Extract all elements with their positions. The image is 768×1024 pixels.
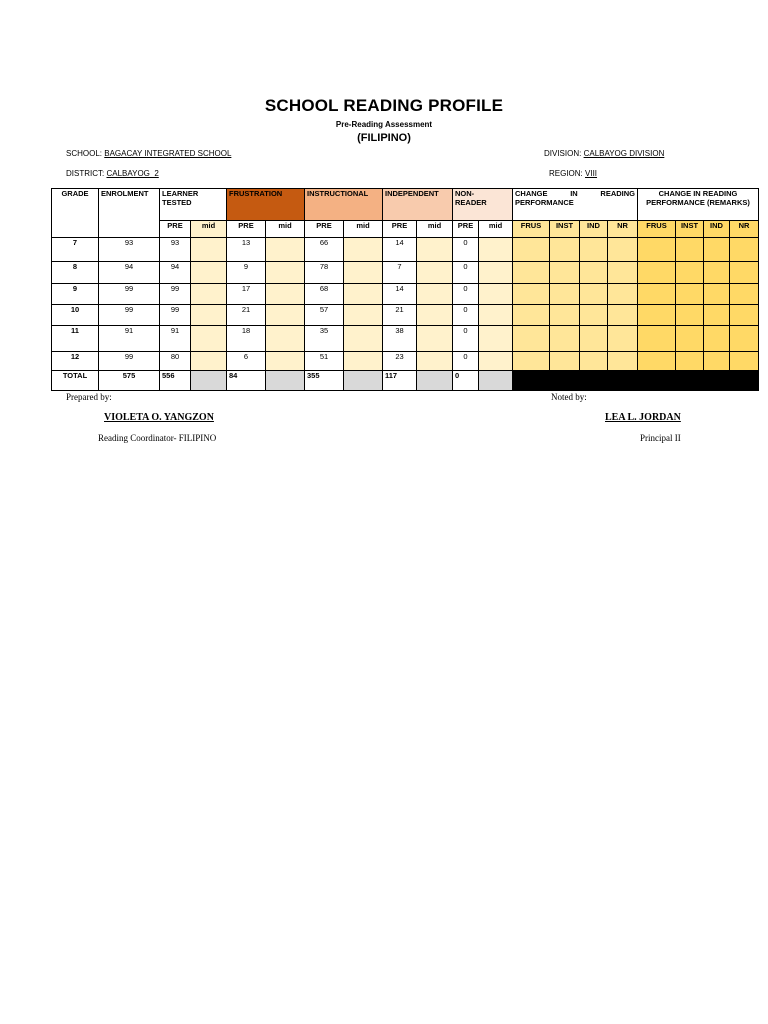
change-cell bbox=[550, 326, 580, 352]
total-mid-cell bbox=[479, 371, 513, 391]
grade-cell: 12 bbox=[52, 352, 99, 371]
sub-inst-pre: PRE bbox=[305, 221, 344, 238]
remarks-cell bbox=[676, 284, 704, 305]
frus-cell: 9 bbox=[227, 262, 266, 284]
table-row bbox=[52, 326, 759, 352]
remarks-cell bbox=[730, 352, 759, 371]
page-title: SCHOOL READING PROFILE bbox=[264, 96, 504, 115]
change-cell bbox=[608, 352, 638, 371]
remarks-cell bbox=[730, 238, 759, 262]
total-row bbox=[52, 371, 759, 391]
header-enrolment: ENROLMENT bbox=[99, 189, 160, 238]
grade-cell: 9 bbox=[52, 284, 99, 305]
sub-change-nr: NR bbox=[608, 221, 638, 238]
mid-cell bbox=[191, 326, 227, 352]
header-change: CHANGE IN READING PERFORMANCE bbox=[513, 189, 638, 221]
change-cell bbox=[608, 238, 638, 262]
remarks-cell bbox=[704, 326, 730, 352]
remarks-cell bbox=[730, 262, 759, 284]
total-frus: 84 bbox=[227, 371, 266, 391]
nr-cell: 0 bbox=[453, 352, 479, 371]
region-field bbox=[549, 169, 597, 178]
mid-cell bbox=[479, 262, 513, 284]
noter-name: LEA L. JORDAN bbox=[605, 412, 681, 423]
remarks-cell bbox=[638, 262, 676, 284]
noted-by-label: Noted by: bbox=[551, 392, 587, 402]
change-cell bbox=[513, 284, 550, 305]
sub-nr-pre: PRE bbox=[453, 221, 479, 238]
header-learner-tested: LEARNER TESTED bbox=[160, 189, 227, 221]
header-change-remarks: CHANGE IN READING PERFORMANCE (REMARKS) bbox=[638, 189, 759, 221]
total-blackout bbox=[513, 371, 759, 391]
sub-remarks-inst: INST bbox=[676, 221, 704, 238]
noter-title: Principal II bbox=[640, 433, 681, 443]
remarks-cell bbox=[730, 326, 759, 352]
mid-cell bbox=[344, 262, 383, 284]
tested-cell: 99 bbox=[160, 305, 191, 326]
frus-cell: 18 bbox=[227, 326, 266, 352]
grade-cell: 11 bbox=[52, 326, 99, 352]
remarks-cell bbox=[730, 305, 759, 326]
nr-cell: 0 bbox=[453, 284, 479, 305]
tested-cell: 94 bbox=[160, 262, 191, 284]
remarks-cell bbox=[704, 352, 730, 371]
change-cell bbox=[550, 284, 580, 305]
remarks-cell bbox=[676, 238, 704, 262]
sub-tested-pre: PRE bbox=[160, 221, 191, 238]
tested-cell: 91 bbox=[160, 326, 191, 352]
change-cell bbox=[580, 262, 608, 284]
region-value: VIII bbox=[585, 169, 598, 178]
total-inst: 355 bbox=[305, 371, 344, 391]
change-cell bbox=[513, 352, 550, 371]
nr-cell: 0 bbox=[453, 305, 479, 326]
division-value: CALBAYOG DIVISION bbox=[583, 149, 665, 158]
mid-cell bbox=[344, 284, 383, 305]
change-cell bbox=[580, 305, 608, 326]
mid-cell bbox=[266, 238, 305, 262]
district-value: CALBAYOG 2 bbox=[106, 169, 159, 178]
total-mid-cell bbox=[417, 371, 453, 391]
nr-cell: 0 bbox=[453, 238, 479, 262]
header-grade: GRADE bbox=[52, 189, 99, 238]
ind-cell: 7 bbox=[383, 262, 417, 284]
mid-cell bbox=[266, 352, 305, 371]
change-cell bbox=[550, 352, 580, 371]
mid-cell bbox=[344, 352, 383, 371]
change-cell bbox=[608, 305, 638, 326]
mid-cell bbox=[266, 305, 305, 326]
mid-cell bbox=[417, 284, 453, 305]
remarks-cell bbox=[638, 326, 676, 352]
remarks-cell bbox=[638, 305, 676, 326]
frus-cell: 17 bbox=[227, 284, 266, 305]
sub-change-frus: FRUS bbox=[513, 221, 550, 238]
remarks-cell bbox=[704, 284, 730, 305]
total-nr: 0 bbox=[453, 371, 479, 391]
table-row bbox=[52, 352, 759, 371]
mid-cell bbox=[479, 238, 513, 262]
mid-cell bbox=[191, 305, 227, 326]
enrolment-cell: 99 bbox=[99, 284, 160, 305]
sub-change-inst: INST bbox=[550, 221, 580, 238]
change-cell bbox=[608, 284, 638, 305]
sub-inst-mid: mid bbox=[344, 221, 383, 238]
school-field bbox=[66, 149, 231, 158]
mid-cell bbox=[191, 352, 227, 371]
grade-cell: 7 bbox=[52, 238, 99, 262]
ind-cell: 23 bbox=[383, 352, 417, 371]
total-mid-cell bbox=[344, 371, 383, 391]
nr-cell: 0 bbox=[453, 262, 479, 284]
mid-cell bbox=[344, 326, 383, 352]
subject-label: (FILIPINO) bbox=[357, 132, 411, 144]
preparer-name: VIOLETA O. YANGZON bbox=[104, 412, 214, 423]
table-row bbox=[52, 262, 759, 284]
mid-cell bbox=[479, 352, 513, 371]
sub-frus-pre: PRE bbox=[227, 221, 266, 238]
remarks-cell bbox=[730, 284, 759, 305]
mid-cell bbox=[191, 284, 227, 305]
mid-cell bbox=[417, 326, 453, 352]
mid-cell bbox=[479, 284, 513, 305]
change-cell bbox=[513, 305, 550, 326]
mid-cell bbox=[417, 305, 453, 326]
grade-cell: 10 bbox=[52, 305, 99, 326]
mid-cell bbox=[417, 262, 453, 284]
total-mid-cell bbox=[191, 371, 227, 391]
ind-cell: 21 bbox=[383, 305, 417, 326]
header-frustration: FRUSTRATION bbox=[227, 189, 305, 221]
ind-cell: 14 bbox=[383, 284, 417, 305]
remarks-cell bbox=[638, 238, 676, 262]
page-subtitle: Pre-Reading Assessment bbox=[335, 120, 433, 129]
change-cell bbox=[580, 352, 608, 371]
inst-cell: 35 bbox=[305, 326, 344, 352]
reading-profile-table bbox=[51, 188, 759, 391]
district-field bbox=[66, 169, 159, 178]
mid-cell bbox=[479, 326, 513, 352]
grade-cell: 8 bbox=[52, 262, 99, 284]
remarks-cell bbox=[676, 262, 704, 284]
remarks-cell bbox=[704, 305, 730, 326]
inst-cell: 51 bbox=[305, 352, 344, 371]
mid-cell bbox=[417, 238, 453, 262]
tested-cell: 93 bbox=[160, 238, 191, 262]
tested-cell: 99 bbox=[160, 284, 191, 305]
total-ind: 117 bbox=[383, 371, 417, 391]
change-cell bbox=[608, 326, 638, 352]
sub-remarks-ind: IND bbox=[704, 221, 730, 238]
remarks-cell bbox=[704, 238, 730, 262]
remarks-cell bbox=[704, 262, 730, 284]
ind-cell: 14 bbox=[383, 238, 417, 262]
mid-cell bbox=[266, 326, 305, 352]
inst-cell: 68 bbox=[305, 284, 344, 305]
remarks-cell bbox=[676, 326, 704, 352]
change-cell bbox=[580, 284, 608, 305]
mid-cell bbox=[266, 284, 305, 305]
inst-cell: 57 bbox=[305, 305, 344, 326]
change-cell bbox=[550, 238, 580, 262]
enrolment-cell: 93 bbox=[99, 238, 160, 262]
sub-remarks-frus: FRUS bbox=[638, 221, 676, 238]
sub-ind-mid: mid bbox=[417, 221, 453, 238]
total-label: TOTAL bbox=[52, 371, 99, 391]
division-field bbox=[544, 149, 664, 158]
school-value: BAGACAY INTEGRATED SCHOOL bbox=[104, 149, 232, 158]
total-enrolment: 575 bbox=[99, 371, 160, 391]
mid-cell bbox=[344, 238, 383, 262]
frus-cell: 6 bbox=[227, 352, 266, 371]
sub-tested-mid: mid bbox=[191, 221, 227, 238]
change-cell bbox=[513, 262, 550, 284]
sub-frus-mid: mid bbox=[266, 221, 305, 238]
division-label: DIVISION: bbox=[544, 149, 582, 158]
change-cell bbox=[513, 326, 550, 352]
ind-cell: 38 bbox=[383, 326, 417, 352]
change-cell bbox=[550, 262, 580, 284]
inst-cell: 66 bbox=[305, 238, 344, 262]
total-tested: 556 bbox=[160, 371, 191, 391]
remarks-cell bbox=[638, 284, 676, 305]
tested-cell: 80 bbox=[160, 352, 191, 371]
enrolment-cell: 94 bbox=[99, 262, 160, 284]
change-cell bbox=[608, 262, 638, 284]
total-mid-cell bbox=[266, 371, 305, 391]
mid-cell bbox=[191, 238, 227, 262]
preparer-title: Reading Coordinator- FILIPINO bbox=[98, 433, 217, 443]
header-independent: INDEPENDENT bbox=[383, 189, 453, 221]
mid-cell bbox=[344, 305, 383, 326]
table-row bbox=[52, 238, 759, 262]
frus-cell: 21 bbox=[227, 305, 266, 326]
sub-remarks-nr: NR bbox=[730, 221, 759, 238]
enrolment-cell: 99 bbox=[99, 352, 160, 371]
nr-cell: 0 bbox=[453, 326, 479, 352]
header-non-reader: NON-READER bbox=[453, 189, 513, 221]
change-cell bbox=[580, 238, 608, 262]
enrolment-cell: 99 bbox=[99, 305, 160, 326]
district-label: DISTRICT: bbox=[66, 169, 105, 178]
sub-nr-mid: mid bbox=[479, 221, 513, 238]
change-cell bbox=[550, 305, 580, 326]
school-label: SCHOOL: bbox=[66, 149, 103, 158]
inst-cell: 78 bbox=[305, 262, 344, 284]
change-cell bbox=[513, 238, 550, 262]
table-row bbox=[52, 284, 759, 305]
table-row bbox=[52, 305, 759, 326]
mid-cell bbox=[417, 352, 453, 371]
change-cell bbox=[580, 326, 608, 352]
remarks-cell bbox=[676, 352, 704, 371]
frus-cell: 13 bbox=[227, 238, 266, 262]
remarks-cell bbox=[638, 352, 676, 371]
sub-ind-pre: PRE bbox=[383, 221, 417, 238]
region-label: REGION: bbox=[549, 169, 583, 178]
mid-cell bbox=[191, 262, 227, 284]
prepared-by-label: Prepared by: bbox=[66, 392, 112, 402]
sub-change-ind: IND bbox=[580, 221, 608, 238]
enrolment-cell: 91 bbox=[99, 326, 160, 352]
mid-cell bbox=[479, 305, 513, 326]
mid-cell bbox=[266, 262, 305, 284]
remarks-cell bbox=[676, 305, 704, 326]
header-instructional: INSTRUCTIONAL bbox=[305, 189, 383, 221]
